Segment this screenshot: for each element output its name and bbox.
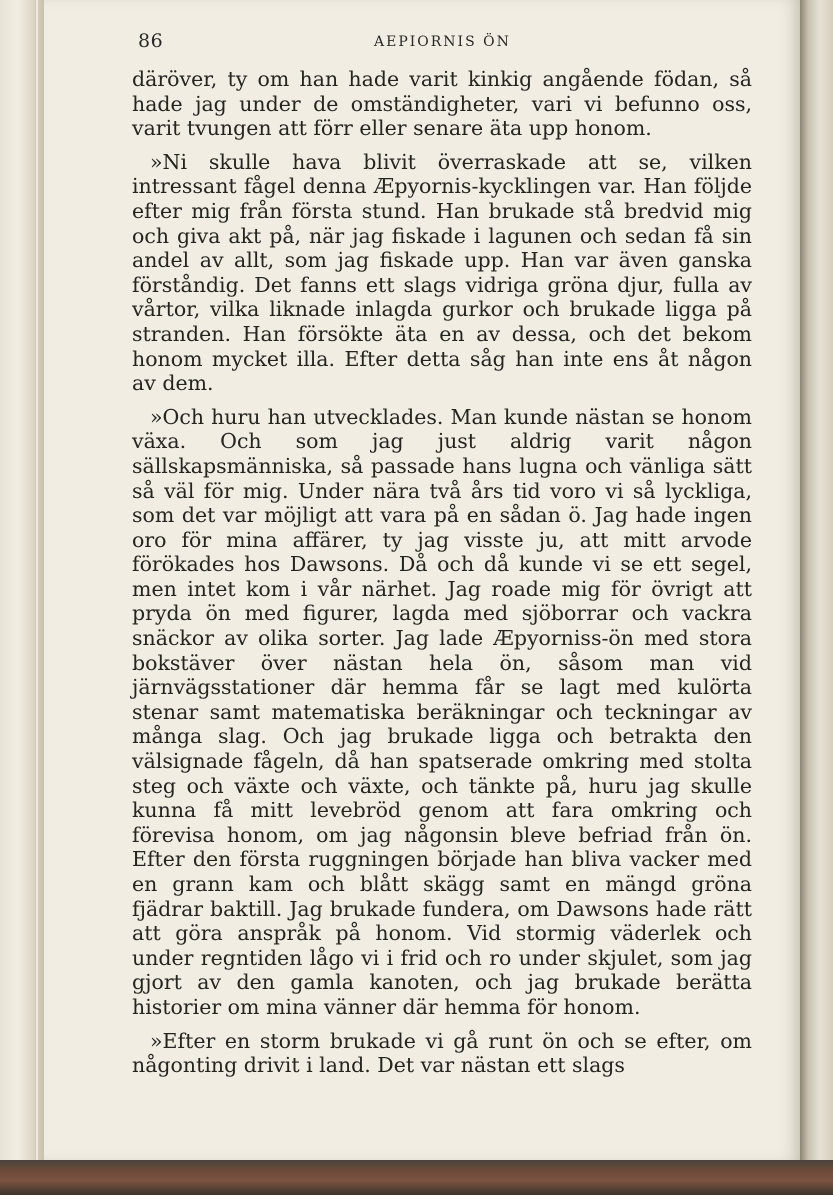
page-number: 86 [138,30,164,52]
book-cover-edge [0,1160,833,1195]
book-fore-edge [800,0,833,1195]
running-head [44,26,800,56]
body-text [132,67,752,1087]
paragraph: »Ni skulle hava blivit överraskade att se, vilken intressant fågel denna Æpyornis-kycklingen var. Han följde efter mig från första stund. Han brukade stå bredvid mig och giva akt på, när jag fiskade i lagunen och sedan få sin andel av allt, som jag fiskade upp. Han var även ganska förståndig. Det fanns ett slags vidriga gröna djur, fulla av vårtor, vilka liknade inlagda gurkor och brukade ligga på stranden. Han försökte äta en av dessa, och det bekom honom mycket illa. Efter detta såg han inte ens åt någon av dem. [132,149,752,396]
paragraph: »Och huru han utvecklades. Man kunde nästan se honom växa. Och som jag just aldrig varit någon sällskapsmänniska, så passade hans lugna och vänliga sätt så väl för mig. Under nära två års tid voro vi så lyckliga, som det var möjligt att vara på en sådan ö. Jag hade ingen oro för mina affärer, ty jag visste ju, att mitt arvode förökades hos Dawsons. Då och då kunde vi se ett segel, men intet kom i vår närhet. Jag roade mig för övrigt att pryda ön med figurer, lagda med sjöborrar och vackra snäckor av olika sorter. Jag lade Æpyorniss-ön med stora bokstäver över nästan hela ön, såsom man vid järnvägsstationer där hemma får se lagt med kulörta stenar samt matematiska beräkningar och teckningar av många slag. Och jag brukade ligga och betrakta den välsignade fågeln, då han spatserade omkring med stolta steg och växte och växte, och tänkte på, huru jag skulle kunna få mitt levebröd genom att fara omkring och förevisa honom, om jag någonsin bleve befriad från ön. Efter den första ruggningen började han bliva vacker med en grann kam och blått skägg samt en mängd gröna fjädrar baktill. Jag brukade fundera, om Dawsons hade rätt att göra anspråk på honom. Vid stormig väderlek och under regntiden lågo vi i frid och ro under skjulet, som jag gjort av den gamla kanoten, och jag brukade berätta historier om mina vänner där hemma för honom. [132,404,752,1019]
paragraph: däröver, ty om han hade varit kinkig angående födan, så hade jag under de omständigheter, vari vi befunno oss, varit tvungen att förr eller senare äta upp honom. [132,67,752,141]
paragraph: »Efter en storm brukade vi gå runt ön och se efter, om någonting drivit i land. Det var nästan ett slags [132,1028,752,1078]
book-gutter-edge [0,0,44,1195]
running-title: AEPIORNIS ÖN [374,34,511,50]
